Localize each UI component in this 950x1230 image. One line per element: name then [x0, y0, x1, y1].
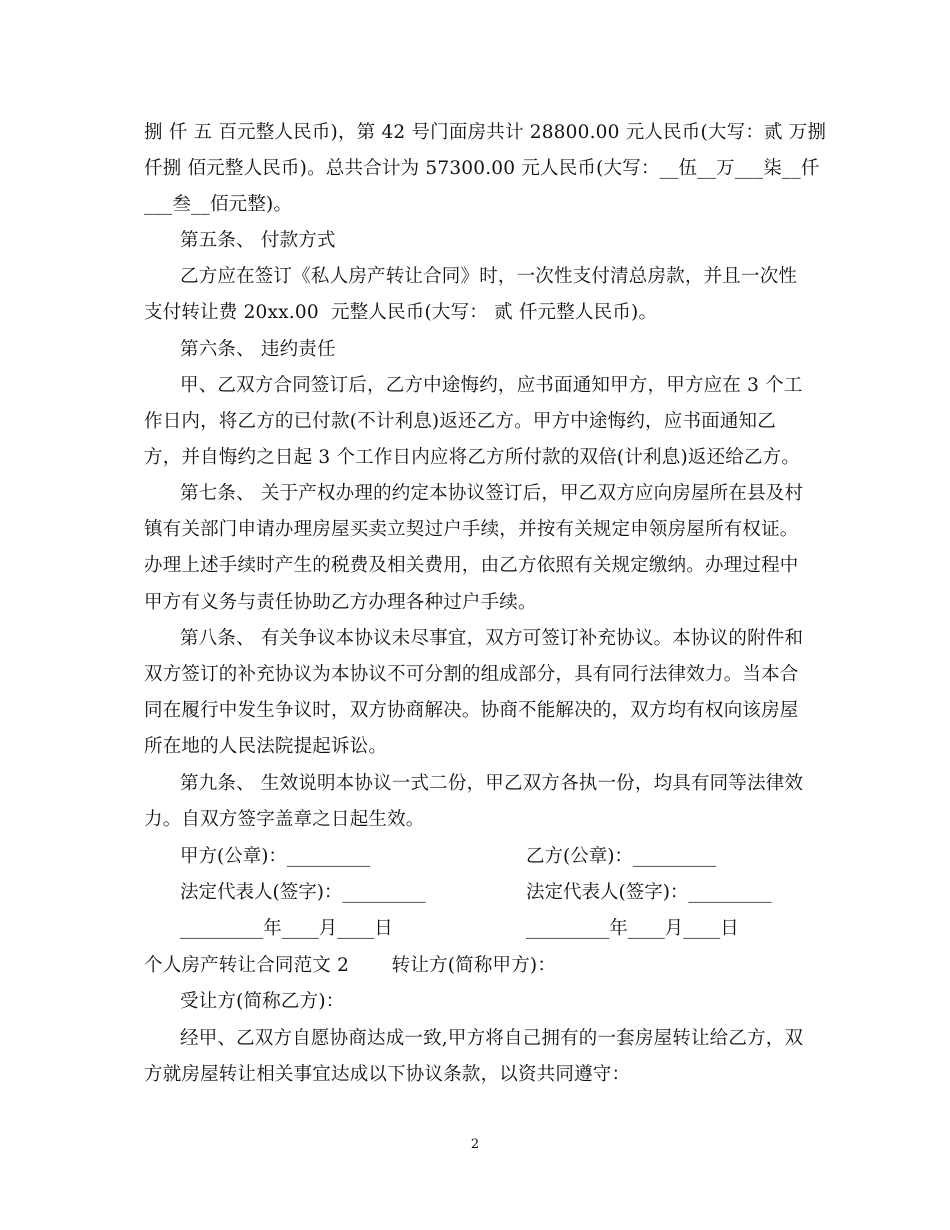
body-line: 镇有关部门申请办理房屋买卖立契过户手续，并按有关规定申领房屋所有权证。 [144, 519, 799, 540]
body-line: 捌 仟 五 百元整人民币)，第 42 号门面房共计 28800.00 元人民币(大写：贰 万捌 [144, 122, 827, 143]
body-line: 双方签订的补充协议为本协议不可分割的组成部分，具有同行法律效力。当本合 [144, 664, 799, 685]
page-number: 2 [470, 1137, 480, 1152]
body-line: 方，并自悔约之日起 3 个工作日内应将乙方所付款的双倍(计利息)返还给乙方。 [144, 447, 801, 468]
body-line: 甲方有义务与责任协助乙方办理各种过户手续。 [144, 592, 537, 613]
body-line: 第八条、 有关争议本协议未尽事宜，双方可签订补充协议。本协议的附件和 [180, 628, 804, 649]
party-a-seal: 甲方(公章)：_________ [180, 846, 371, 867]
body-line: 作日内，将乙方的已付款(不计利息)返还乙方。甲方中途悔约，应书面通知乙 [144, 411, 776, 432]
section-heading: 第六条、 违约责任 [180, 339, 336, 360]
body-line: 仟捌 佰元整人民币)。总共合计为 57300.00 元人民币(大写：__伍__万___柒__仟 [144, 158, 820, 179]
body-line: 所在地的人民法院提起诉讼。 [144, 736, 388, 757]
body-line: 乙方应在签订《私人房产转让合同》时，一次性支付清总房款，并且一次性 [180, 266, 798, 287]
party-a-date: _________年____月____日 [180, 918, 393, 939]
section-title: 个人房产转让合同范文 2 转让方(简称甲方)： [144, 955, 557, 976]
body-line: 支付转让费 20xx.00 元整人民币(大写： 贰 仟元整人民币)。 [144, 302, 658, 323]
party-b-representative: 法定代表人(签字)：_________ [526, 882, 772, 903]
body-line: 受让方(简称乙方)： [180, 991, 345, 1012]
body-line: 力。自双方签字盖章之日起生效。 [144, 809, 425, 830]
body-line: ___叁__佰元整)。 [144, 194, 293, 215]
body-line: 甲、乙双方合同签订后，乙方中途悔约，应书面通知甲方，甲方应在 3 个工 [180, 375, 803, 396]
body-line: 经甲、乙双方自愿协商达成一致,甲方将自己拥有的一套房屋转让给乙方，双 [180, 1028, 804, 1049]
body-line: 方就房屋转让相关事宜达成以下协议条款，以资共同遵守： [144, 1064, 631, 1085]
body-line: 办理上述手续时产生的税费及相关费用，由乙方依照有关规定缴纳。办理过程中 [144, 555, 799, 576]
body-line: 第九条、 生效说明本协议一式二份，甲乙双方各执一份，均具有同等法律效 [180, 773, 804, 794]
body-line: 第七条、 关于产权办理的约定本协议签订后，甲乙双方应向房屋所在县及村 [180, 483, 804, 504]
section-heading: 第五条、 付款方式 [180, 230, 336, 251]
party-b-date: _________年____月____日 [526, 918, 739, 939]
body-line: 同在履行中发生争议时，双方协商解决。协商不能解决的，双方均有权向该房屋 [144, 700, 799, 721]
party-a-representative: 法定代表人(签字)：_________ [180, 882, 426, 903]
party-b-seal: 乙方(公章)：_________ [526, 846, 717, 867]
